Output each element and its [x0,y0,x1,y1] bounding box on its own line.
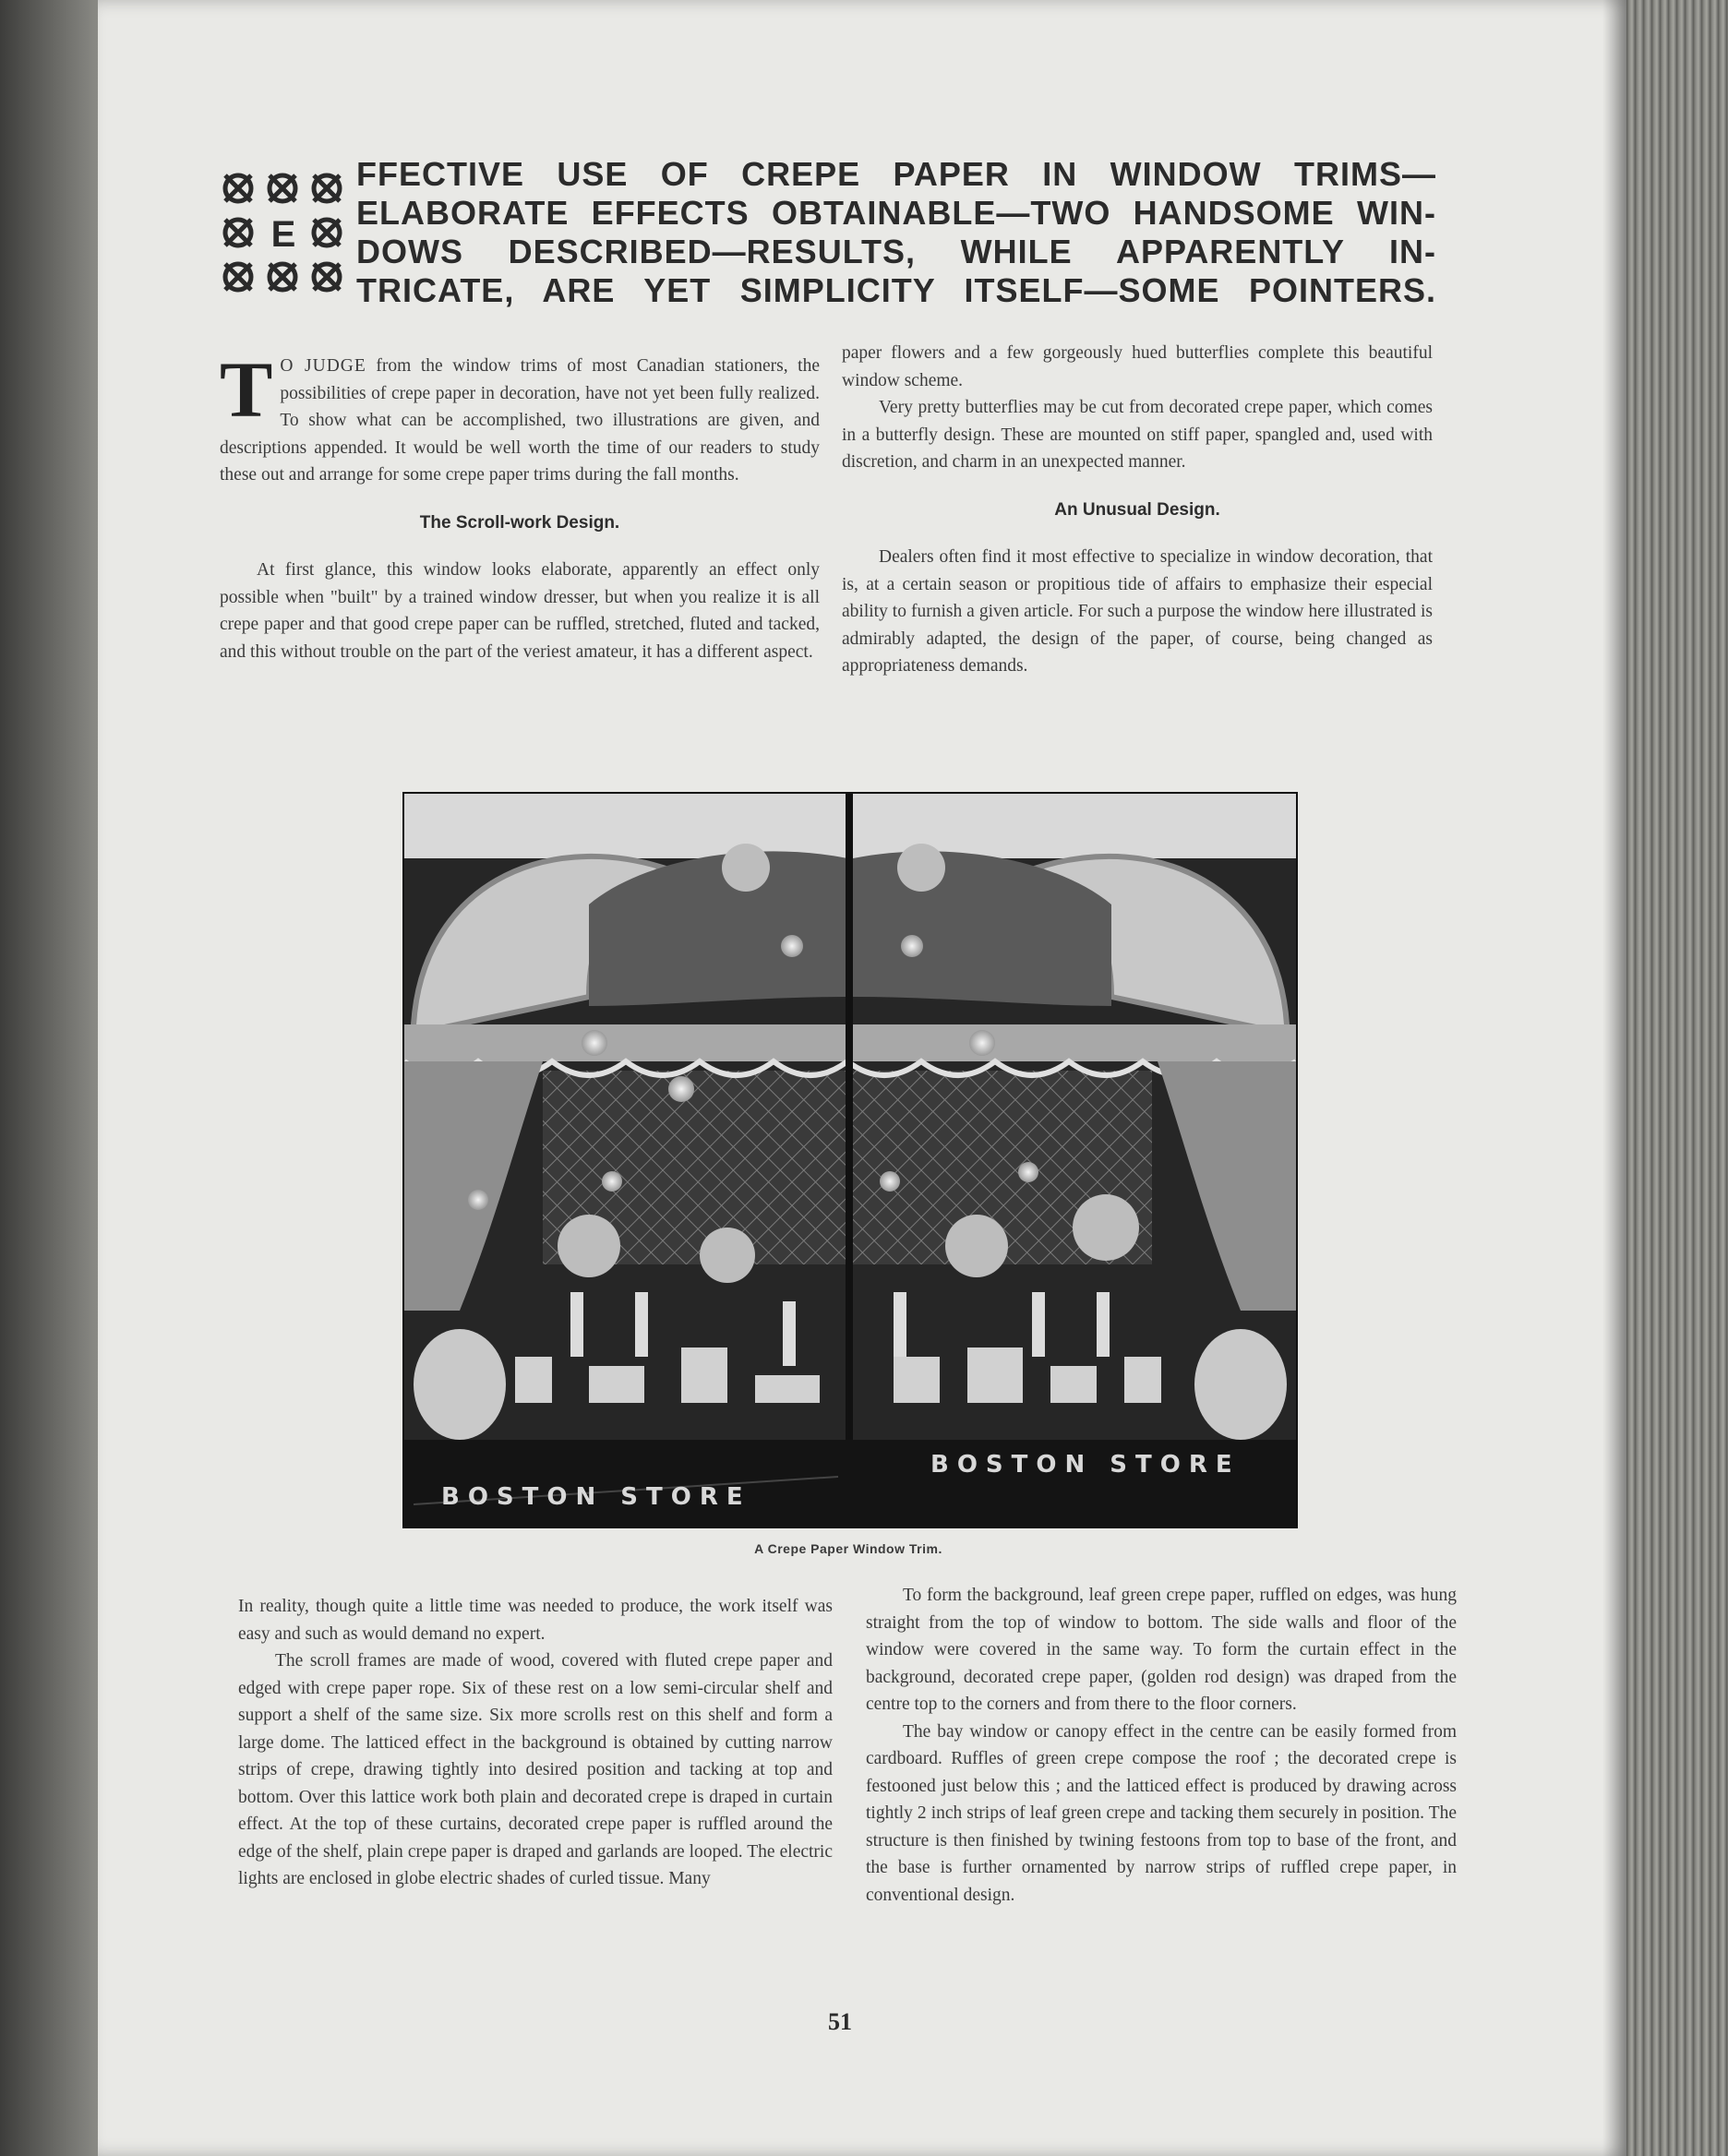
drop-cap: T [220,345,273,434]
headline-line-1: FFECTIVE USE OF CREPE PAPER IN WINDOW TRIMS— [356,155,1436,193]
scroll-work-paragraph: At first glance, this window looks elaborate, apparently an effect only possible when "built" by a trained window dresser, but when you realize it is all crepe paper and that good crepe paper can be ruffled, stretched, fluted and tacked, and this without trouble on the part of the veriest amateur, it has a different aspect. [220,560,820,662]
headline [356,155,1436,310]
background-paragraph: To form the background, leaf green crepe paper, ruffled on edges, was hung straight from the top of window to bottom. The side walls and floor of the window were covered in the same way. To form the curtain effect in the background, decorated crepe paper, (golden rod design) was draped from the centre top to the corners and from there to the floor corners. [866,1586,1457,1714]
intro-paragraph [220,345,820,489]
initial-letter: E [270,214,296,255]
butterflies-intro-paragraph: paper flowers and a few gorgeously hued butterflies complete this beautiful window scheme. [842,343,1433,390]
window-trim-photograph [402,792,1298,1528]
subheading-unusual-design: An Unusual Design. [1054,499,1220,520]
bay-window-paragraph: The bay window or canopy effect in the centre can be easily formed from cardboard. Ruffles of green crepe compose the roof ; the decorated crepe is festooned just below this ; and the latticed effect is produced by drawing across tightly 2 inch strips of leaf green crepe and tacking them securely in position. The structure is then finished by twining festoons from top to base of the front, and the base is further ornamented by narrow strips of ruffled crepe paper, in conventional design. [866,1721,1457,1905]
headline-line-2: ELABORATE EFFECTS OBTAINABLE—TWO HANDSOME WIN- [356,194,1436,232]
crepe-paper-window-illustration [404,794,1296,1527]
sign-left: BOSTON STORE [441,1483,751,1511]
article-heading [218,155,1436,312]
intro-lead: O JUDGE [280,356,366,376]
butterflies-paragraph: Very pretty butterflies may be cut from decorated crepe paper, which comes in a butterfly design. These are mounted on stiff paper, spangled and, used with discretion, and charm in an unexpected manner. [842,398,1433,472]
book-gutter [0,0,103,2156]
scroll-frames-paragraph: The scroll frames are made of wood, covered with fluted crepe paper and edged with crepe paper rope. Six of these rest on a low semi-circular shelf and support a shelf of the same size. Six more scrolls rest on this shelf and form a large dome. The latticed effect in the background is obtained by cutting narrow strips of crepe, drawing tightly into desired position and tacking at top and bottom. Over this lattice work both plain and decorated crepe is draped in curtain effect. At the top of these curtains, decorated crepe paper is ruffled around the edge of the shelf, plain crepe paper is draped and garlands are looped. The electric lights are enclosed in globe electric shades of curled tissue. Many [238,1651,833,1888]
top-left-column [220,345,820,665]
reality-paragraph: In reality, though quite a little time was needed to produce, the work itself was easy and such as would demand no expert. [238,1597,833,1644]
unusual-design-paragraph: Dealers often find it most effective to specialize in window decoration, that is, at a certain season or propitious tide of affairs to emphasize their especial ability to furnish a given article. For such a purpose the window here illustrated is admirably adapted, the design of the paper, of course, being changed as appropriateness demands. [842,547,1433,676]
top-right-column [842,340,1433,680]
bottom-right-column [866,1582,1457,1909]
book-page-edges [1626,0,1728,2156]
intro-text: from the window trims of most Canadian stationers, the possibilities of crepe paper in decoration, have not yet been fully realized. To show what can be accomplished, two illustrations are given, and descriptions appended. It would be well worth the time of our readers to study these out and arrange for some crepe paper trims during the fall months. [220,356,820,485]
ornamental-initial [218,168,349,299]
bottom-left-column [238,1593,833,1893]
headline-line-3: DOWS DESCRIBED—RESULTS, WHILE APPARENTLY IN- [356,233,1436,270]
figure-caption: A Crepe Paper Window Trim. [754,1541,942,1556]
subheading-scroll-work: The Scroll-work Design. [419,512,620,533]
headline-line-4: TRICATE, ARE YET SIMPLICITY ITSELF—SOME POINTERS. [356,271,1436,309]
page-number: 51 [828,2008,852,2035]
sign-right: BOSTON STORE [930,1451,1241,1479]
